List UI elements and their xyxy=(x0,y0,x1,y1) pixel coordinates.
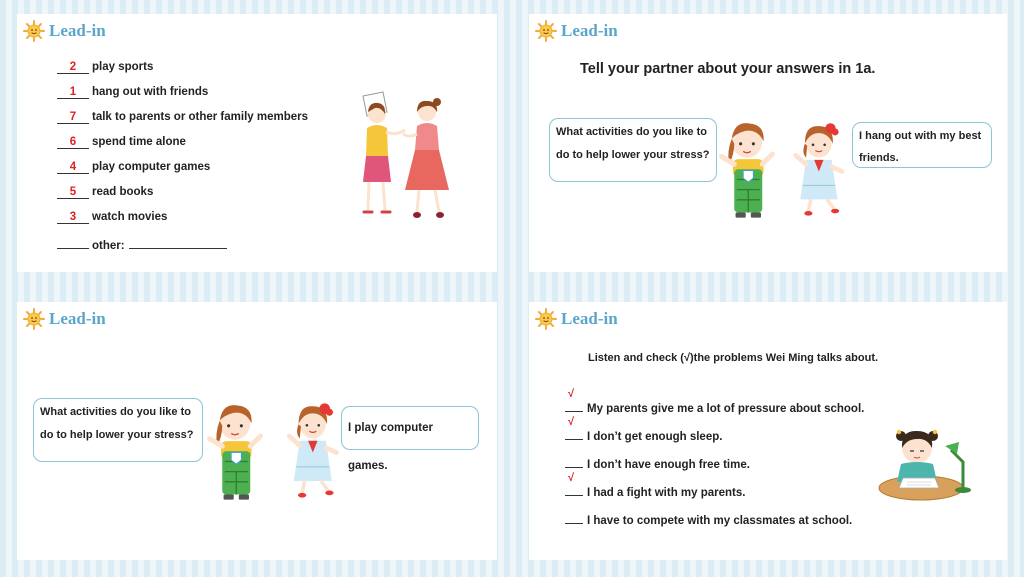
activity-label: play computer games xyxy=(92,161,211,173)
slide-header xyxy=(23,308,106,330)
sun-icon xyxy=(23,308,45,330)
check-mark: √ xyxy=(568,416,575,428)
answer-number: 2 xyxy=(57,61,89,74)
check-blank xyxy=(565,416,583,440)
problem-text: I have to compete with my classmates at school. xyxy=(587,515,853,527)
instruction-text: Listen and check (√)the problems Wei Ming talks about. xyxy=(588,352,879,364)
problem-text: I had a fight with my parents. xyxy=(587,487,746,499)
activity-item xyxy=(57,136,186,149)
activity-item xyxy=(57,186,153,199)
activity-label: read books xyxy=(92,186,154,198)
problem-item xyxy=(565,388,865,415)
check-blank xyxy=(565,388,583,412)
check-mark: √ xyxy=(568,388,575,400)
question-bubble: What activities do you like to do to help lower your stress? xyxy=(549,118,717,182)
other-label: other: xyxy=(92,240,125,252)
girl-illustration xyxy=(287,398,341,500)
activity-label: play sports xyxy=(92,61,154,73)
studying-girl-illustration xyxy=(877,422,977,502)
slide-header-title: Lead-in xyxy=(49,21,106,40)
answer-number: 3 xyxy=(57,211,89,224)
slide-header-title: Lead-in xyxy=(561,309,618,328)
two-girls-illustration xyxy=(355,90,455,226)
boy-illustration xyxy=(207,394,263,506)
answer-number: 7 xyxy=(57,111,89,124)
check-blank xyxy=(565,472,583,496)
slide-header xyxy=(535,20,618,42)
problem-item xyxy=(565,512,852,527)
activity-item xyxy=(57,211,167,224)
other-blank xyxy=(129,236,227,249)
reply-bubble: I hang out with my best friends. xyxy=(852,122,992,168)
slide-header xyxy=(535,308,618,330)
sun-icon xyxy=(535,308,557,330)
activity-item xyxy=(57,86,208,99)
activity-label: watch movies xyxy=(92,211,168,223)
answer-number: 5 xyxy=(57,186,89,199)
activity-label: talk to parents or other family members xyxy=(92,111,309,123)
slide-header xyxy=(23,20,106,42)
slide-partner-talk xyxy=(529,14,1007,272)
problem-item xyxy=(565,456,750,471)
answer-blank xyxy=(57,248,89,249)
check-blank xyxy=(565,456,583,468)
answer-number: 1 xyxy=(57,86,89,99)
slide-header-title: Lead-in xyxy=(561,21,618,40)
slide-dialogue xyxy=(17,302,497,560)
activity-label: spend time alone xyxy=(92,136,186,148)
girl-illustration xyxy=(793,118,847,218)
activity-label: hang out with friends xyxy=(92,86,209,98)
problem-text: I don’t get enough sleep. xyxy=(587,431,723,443)
reply-bubble: I play computer games. xyxy=(341,406,479,450)
question-bubble: What activities do you like to do to help lower your stress? xyxy=(33,398,203,462)
problem-item xyxy=(565,416,723,443)
slide-activities xyxy=(17,14,497,272)
problem-text: My parents give me a lot of pressure about school. xyxy=(587,403,865,415)
problem-item xyxy=(565,472,746,499)
answer-number: 6 xyxy=(57,136,89,149)
activity-item xyxy=(57,61,153,74)
answer-number: 4 xyxy=(57,161,89,174)
problem-text: I don’t have enough free time. xyxy=(587,459,750,471)
activity-item xyxy=(57,111,308,124)
check-blank xyxy=(565,512,583,524)
slide-header-title: Lead-in xyxy=(49,309,106,328)
boy-illustration xyxy=(719,112,775,224)
instruction-text: Tell your partner about your answers in 1a. xyxy=(580,61,876,77)
slide-listen-check xyxy=(529,302,1007,560)
activity-item xyxy=(57,161,210,174)
check-mark: √ xyxy=(568,472,575,484)
sun-icon xyxy=(23,20,45,42)
sun-icon xyxy=(535,20,557,42)
activity-item-other xyxy=(57,236,227,252)
